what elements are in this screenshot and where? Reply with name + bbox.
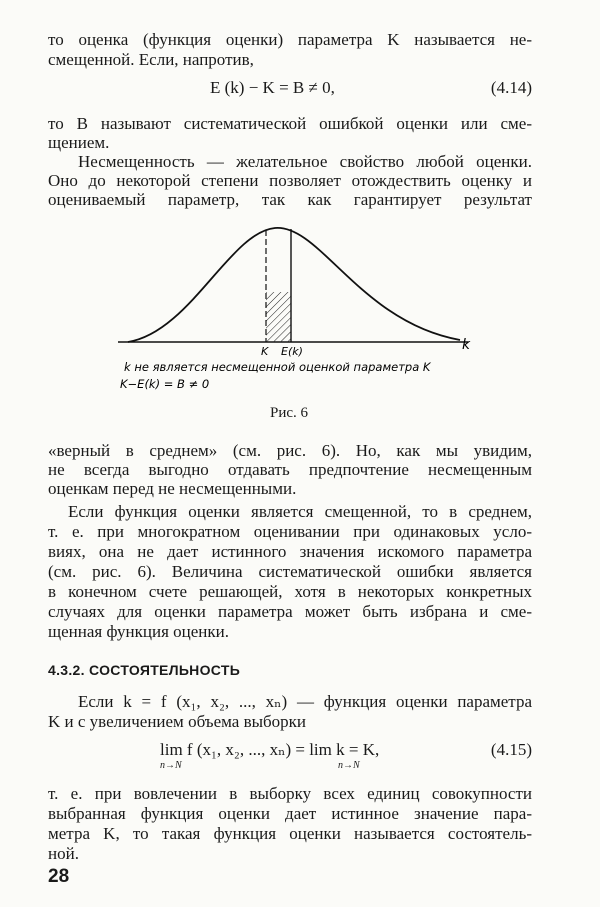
figure-note-2: K−E(k) = B ≠ 0 <box>120 377 210 391</box>
text-line: выбранная функция оценки дает истинное значение пара- <box>48 804 532 823</box>
text-line: щением. <box>48 133 110 152</box>
text-line: виях, она не дает истинного значения искомого параметра <box>48 542 532 561</box>
text-line: ной. <box>48 844 79 863</box>
text-line: в конечном счете решающей, хотя в некоторых конкретных <box>48 582 532 601</box>
figure-note-1: k не является несмещенной оценкой параметра K <box>124 360 431 374</box>
text-line: «верный в среднем» (см. рис. 6). Но, как мы увидим, <box>48 441 532 460</box>
section-heading: 4.3.2. СОСТОЯТЕЛЬНОСТЬ <box>48 662 241 678</box>
text-line: оцениваемый параметр, так как гарантирует результат <box>48 190 532 209</box>
bias-hatch-area <box>266 292 291 342</box>
text-line: Если функция оценки является смещенной, то в среднем, <box>68 502 532 521</box>
text-line: то оценка (функция оценки) параметра K называется не- <box>48 30 532 49</box>
lim-subscript: n→N <box>160 760 182 771</box>
text-line: оценкам перед не несмещенными. <box>48 479 297 498</box>
text-line: (см. рис. 6). Величина систематической ошибки является <box>48 562 532 581</box>
text-line: случаях для оценки параметра может быть избрана и сме- <box>48 602 532 621</box>
text-line: Оно до некоторой степени позволяет отождествить оценку и <box>48 171 532 190</box>
text-line: смещенной. Если, напротив, <box>48 50 254 69</box>
mark-Ek: E(k) <box>281 345 303 358</box>
text-line: K и с увеличением объема выборки <box>48 712 307 731</box>
figure-caption: Рис. 6 <box>270 405 309 421</box>
text-line: то B называют систематической ошибкой оценки или сме- <box>48 114 532 133</box>
distribution-curve <box>128 228 460 342</box>
text-line: т. е. при вовлечении в выборку всех единиц совокупности <box>48 784 532 803</box>
text-line: щенная функция оценки. <box>48 622 230 641</box>
equation-number: (4.15) <box>490 740 532 759</box>
equation-number: (4.14) <box>490 78 532 97</box>
equation-4-14: E (k) − K = B ≠ 0, <box>210 78 335 97</box>
figure-bell-curve <box>0 212 600 392</box>
page-number: 28 <box>48 866 70 887</box>
text-line: т. е. при многократном оценивании при одинаковых усло- <box>48 522 532 541</box>
text-line: Несмещенность — желательное свойство любой оценки. <box>78 152 532 171</box>
text-line: не всегда выгодно отдавать предпочтение несмещенным <box>48 460 532 479</box>
lim-subscript: n→N <box>338 760 360 771</box>
equation-4-15: lim f (x₁, x₂, ..., xₙ) = lim k = K, <box>160 740 380 759</box>
mark-K: K <box>261 345 269 358</box>
text-line: Если k = f (x₁, x₂, ..., xₙ) — функция оценки параметра <box>78 692 532 711</box>
axis-label-k: k <box>462 337 471 353</box>
text-line: метра K, то такая функция оценки называется состоятель- <box>48 824 532 843</box>
